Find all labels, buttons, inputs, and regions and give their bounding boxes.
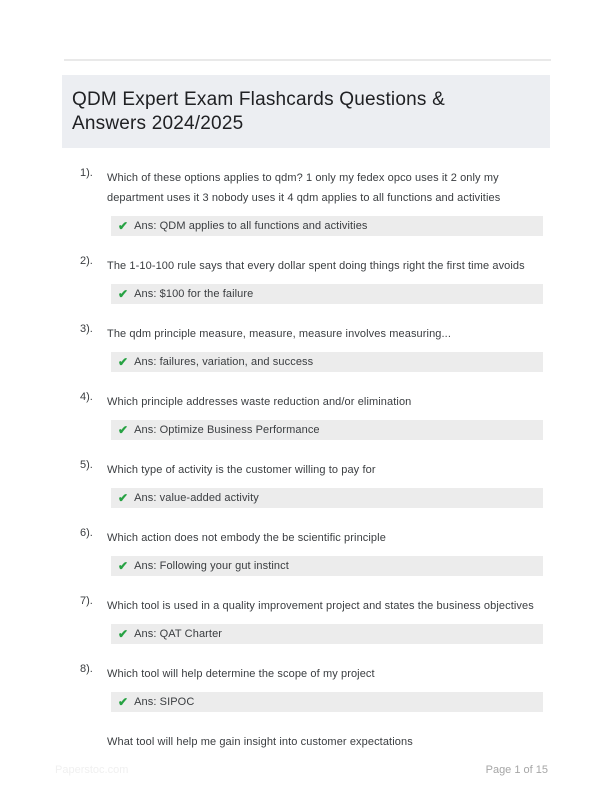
question-text: Which type of activity is the customer willing to pay for bbox=[107, 464, 376, 476]
question-number: 5). bbox=[80, 459, 93, 471]
question-number: 4). bbox=[80, 391, 93, 403]
footer-site-watermark: Paperstoc.com bbox=[55, 764, 129, 776]
answer-text: Ans: value-added activity bbox=[134, 492, 259, 504]
answer-bar bbox=[111, 352, 543, 372]
question-number: 1). bbox=[80, 167, 93, 179]
question-text: Which tool will help determine the scope of my project bbox=[107, 668, 375, 680]
page-title: QDM Expert Exam Flashcards Questions & Answers 2024/2025 bbox=[72, 89, 445, 134]
answer-text: Ans: QAT Charter bbox=[134, 628, 223, 640]
check-icon: ✔ bbox=[118, 695, 129, 709]
flashcard-item bbox=[80, 732, 551, 752]
header-divider bbox=[64, 59, 551, 61]
check-icon: ✔ bbox=[118, 219, 129, 233]
flashcard-item bbox=[80, 664, 551, 712]
answer-bar bbox=[111, 420, 543, 440]
question-text: The qdm principle measure, measure, measure involves measuring... bbox=[107, 328, 451, 340]
answer-bar bbox=[111, 624, 543, 644]
flashcard-item bbox=[80, 460, 551, 508]
answer-text: Ans: $100 for the failure bbox=[134, 288, 254, 300]
flashcard-item bbox=[80, 256, 551, 304]
question-text: Which action does not embody the be scientific principle bbox=[107, 532, 386, 544]
footer-page-indicator: Page 1 of 15 bbox=[485, 764, 548, 776]
answer-bar bbox=[111, 216, 543, 236]
answer-text: Ans: failures, variation, and success bbox=[134, 356, 314, 368]
answer-bar bbox=[111, 692, 543, 712]
question-number: 7). bbox=[80, 595, 93, 607]
flashcard-list bbox=[80, 168, 551, 772]
question-text: Which principle addresses waste reduction and/or elimination bbox=[107, 396, 412, 408]
answer-text: Ans: SIPOC bbox=[134, 696, 195, 708]
check-icon: ✔ bbox=[118, 423, 129, 437]
question-number: 8). bbox=[80, 663, 93, 675]
question-text: Which tool is used in a quality improvement project and states the business objectives bbox=[107, 600, 534, 612]
question-text: What tool will help me gain insight into customer expectations bbox=[107, 736, 413, 748]
answer-bar bbox=[111, 284, 543, 304]
title-block bbox=[62, 75, 550, 148]
flashcard-item bbox=[80, 596, 551, 644]
question-number: 6). bbox=[80, 527, 93, 539]
question-text: Which of these options applies to qdm? 1 only my fedex opco uses it 2 only my department uses it 3 nobody uses it 4 qdm applies to all functions and activities bbox=[107, 172, 501, 204]
check-icon: ✔ bbox=[118, 491, 129, 505]
flashcard-item bbox=[80, 324, 551, 372]
question-text: The 1-10-100 rule says that every dollar spent doing things right the first time avoids bbox=[107, 260, 525, 272]
flashcard-item bbox=[80, 392, 551, 440]
answer-text: Ans: Optimize Business Performance bbox=[134, 424, 320, 436]
answer-text: Ans: QDM applies to all functions and activities bbox=[134, 220, 368, 232]
check-icon: ✔ bbox=[118, 287, 129, 301]
question-number: 3). bbox=[80, 323, 93, 335]
flashcard-item bbox=[80, 528, 551, 576]
check-icon: ✔ bbox=[118, 627, 129, 641]
check-icon: ✔ bbox=[118, 355, 129, 369]
answer-text: Ans: Following your gut instinct bbox=[134, 560, 289, 572]
flashcard-item bbox=[80, 168, 551, 236]
question-number: 2). bbox=[80, 255, 93, 267]
answer-bar bbox=[111, 488, 543, 508]
check-icon: ✔ bbox=[118, 559, 129, 573]
answer-bar bbox=[111, 556, 543, 576]
